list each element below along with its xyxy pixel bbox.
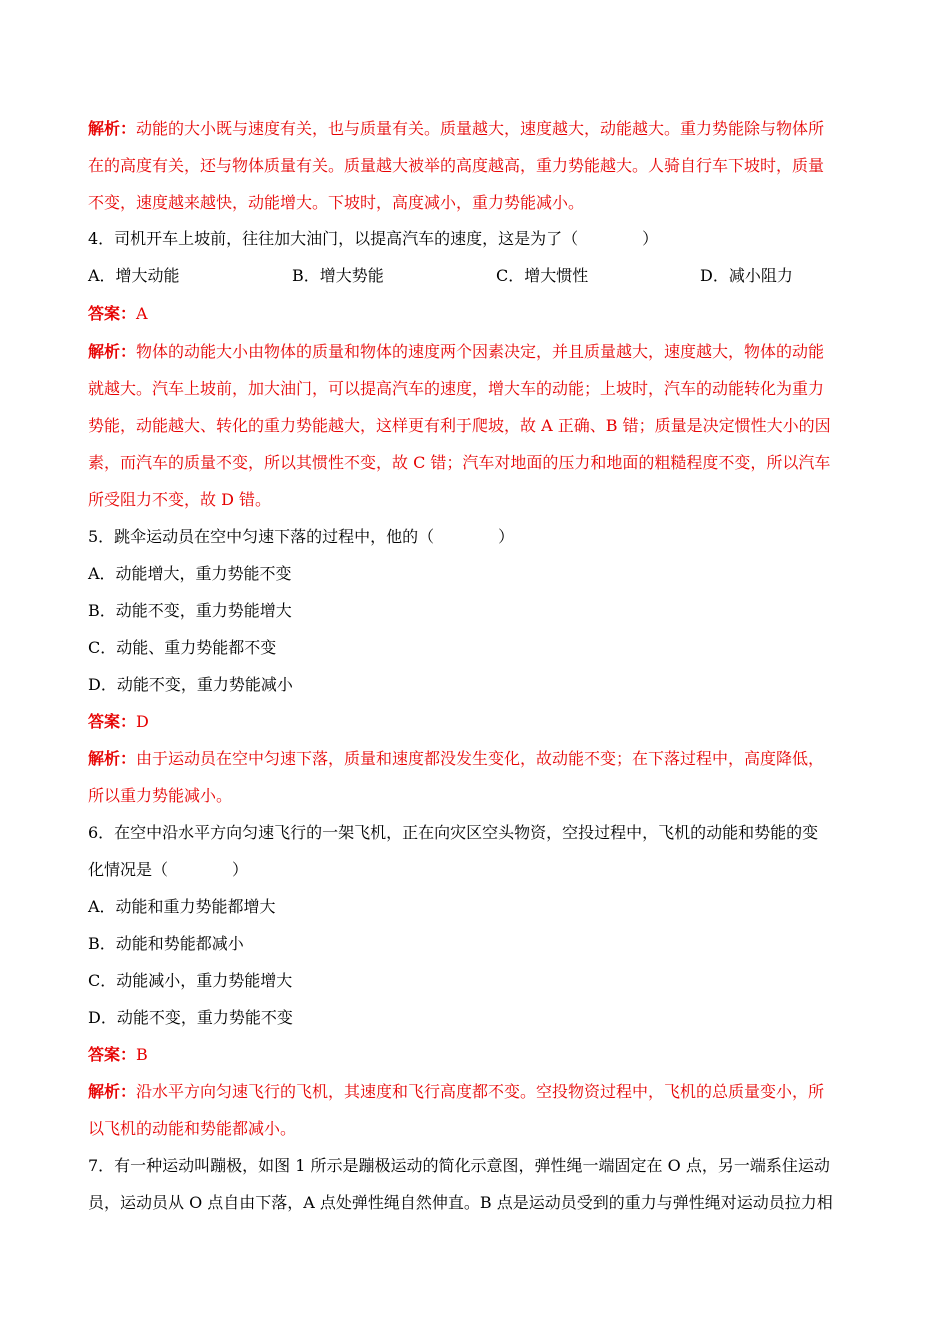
q6-analysis-line: 以飞机的动能和势能都减小。 (88, 1119, 297, 1138)
q4-analysis-line: 势能，动能越大、转化的重力势能越大，这样更有利于爬坡，故 A 正确、B 错；质量是决定惯性大小的因 (88, 416, 831, 435)
q4-analysis-line: 所受阻力不变，故 D 错。 (88, 490, 272, 509)
analysis-label: 解析： (88, 119, 137, 138)
q4-option-a: A．增大动能 (88, 266, 180, 285)
q5-option-b: B．动能不变，重力势能增大 (88, 601, 292, 620)
analysis-label: 解析： (88, 1082, 137, 1101)
analysis-label: 解析： (88, 342, 137, 361)
q5-option-c: C．动能、重力势能都不变 (88, 638, 277, 657)
question-4-stem: 4．司机开车上坡前，往往加大油门，以提高汽车的速度，这是为了（ ） (88, 229, 659, 248)
q5-option-a: A．动能增大，重力势能不变 (88, 564, 292, 583)
question-6-stem: 6．在空中沿水平方向匀速飞行的一架飞机，正在向灾区空头物资，空投过程中，飞机的动能和势能的变 (88, 823, 819, 842)
q6-answer: 答案：B (88, 1045, 148, 1064)
q6-option-d: D．动能不变，重力势能不变 (88, 1008, 293, 1027)
question-7-stem: 7．有一种运动叫蹦极，如图 1 所示是蹦极运动的简化示意图，弹性绳一端固定在 O 点，另一端系住运动 (88, 1156, 830, 1175)
q5-option-d: D．动能不变，重力势能减小 (88, 675, 293, 694)
q4-option-c: C．增大惯性 (496, 266, 589, 285)
q6-analysis-line: 解析：沿水平方向匀速飞行的飞机，其速度和飞行高度都不变。空投物资过程中，飞机的总质量变小，所 (88, 1082, 825, 1101)
analysis-label: 解析： (88, 749, 137, 768)
question-7-stem: 员，运动员从 O 点自由下落，A 点处弹性绳自然伸直。B 点是运动员受到的重力与弹性绳对运动员拉力相 (88, 1193, 833, 1212)
q4-analysis-line: 就越大。汽车上坡前，加大油门，可以提高汽车的速度，增大车的动能；上坡时，汽车的动能转化为重力 (88, 379, 825, 398)
question-5-stem: 5．跳伞运动员在空中匀速下落的过程中，他的（ ） (88, 527, 515, 546)
analysis-line: 不变，速度越来越快，动能增大。下坡时，高度减小，重力势能减小。 (88, 193, 585, 212)
q6-option-a: A．动能和重力势能都增大 (88, 897, 276, 916)
q6-option-b: B．动能和势能都减小 (88, 934, 244, 953)
q4-analysis-line: 素，而汽车的质量不变，所以其惯性不变，故 C 错；汽车对地面的压力和地面的粗糙程度不变，所以汽车 (88, 453, 831, 472)
q5-answer: 答案：D (88, 712, 149, 731)
analysis-line: 在的高度有关，还与物体质量有关。质量越大被举的高度越高，重力势能越大。人骑自行车下坡时，质量 (88, 156, 825, 175)
q4-option-b: B．增大势能 (292, 266, 384, 285)
q5-analysis-line: 解析：由于运动员在空中匀速下落，质量和速度都没发生变化，故动能不变；在下落过程中，高度降低， (88, 749, 825, 768)
analysis-line: 解析：动能的大小既与速度有关，也与质量有关。质量越大，速度越大，动能越大。重力势能除与物体所 (88, 119, 825, 138)
q5-analysis-line: 所以重力势能减小。 (88, 786, 233, 805)
q4-analysis-line: 解析：物体的动能大小由物体的质量和物体的速度两个因素决定，并且质量越大，速度越大，物体的动能 (88, 342, 825, 361)
q6-option-c: C．动能减小，重力势能增大 (88, 971, 293, 990)
q4-answer: 答案：A (88, 304, 148, 323)
question-6-stem: 化情况是（ ） (88, 860, 249, 879)
q4-option-d: D．减小阻力 (700, 266, 793, 285)
